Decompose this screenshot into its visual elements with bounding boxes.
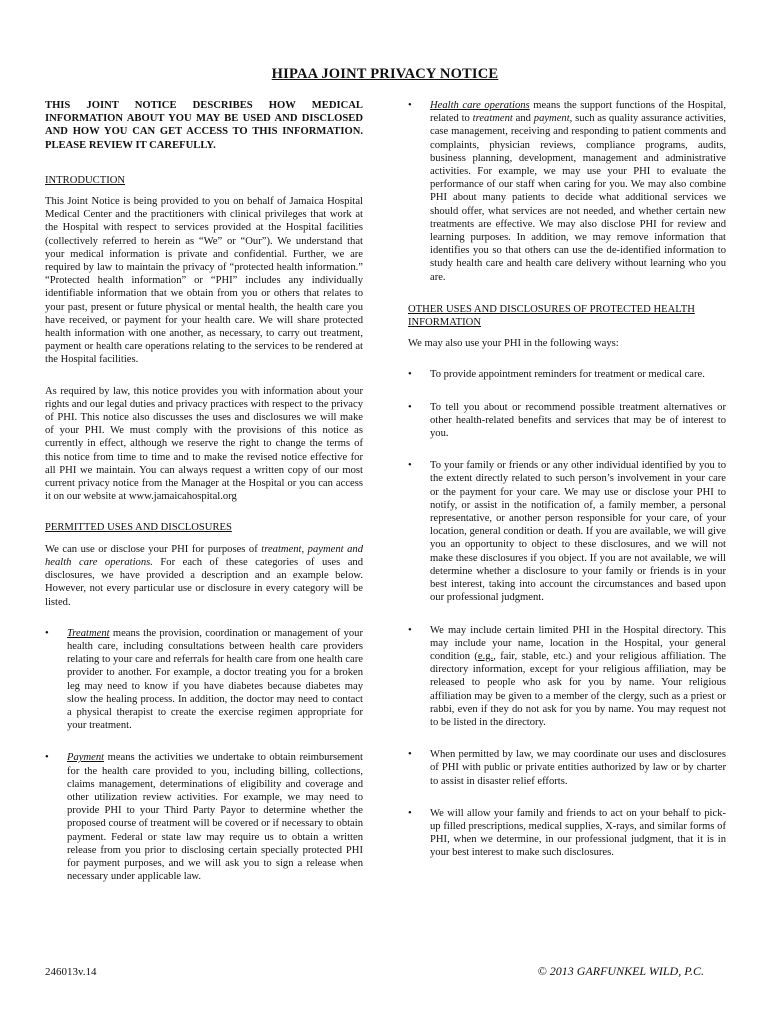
payment-term: Payment — [67, 752, 105, 764]
disaster-relief-text: When permitted by law, we may coordinate our uses and disclosures of PHI with public or private entities authorized by law or by charter to assist in disaster relief efforts. — [430, 749, 726, 787]
permitted-uses-heading: PERMITTED USES AND DISCLOSURES — [45, 522, 232, 534]
bullet-dot: • — [408, 624, 412, 636]
appointment-reminders-text: To provide appointment reminders for treatment or medical care. — [430, 369, 705, 381]
permitted-text-italic: treatment, payment and health care operations. — [45, 543, 363, 568]
bullet-appointment-reminders — [408, 368, 726, 381]
other-uses-intro: We may also use your PHI in the following ways: — [408, 338, 619, 350]
directory-eg: e.g. — [477, 650, 494, 662]
directory-text-b: , fair, stable, etc.) and your religious affiliation. The directory information, except for your religious affiliation, may be released to people who ask for you by name. Your religious affiliation may be given to a member of the clergy, such as a priest or rabbi, even if they do not ask for you by name. You may request not to be listed in the directory. — [430, 650, 726, 728]
bullet-dot: • — [45, 752, 49, 764]
operations-term: Health care operations — [430, 100, 530, 111]
bullet-dot: • — [408, 807, 412, 819]
bullet-dot: • — [408, 749, 412, 761]
treatment-text: means the provision, coordination or management of your health care, including consultations between health care providers relating to your care and referrals for health care from one health care provider to another. For example, a doctor treating you for a broken leg may need to know if you have diabetes because diabetes may slow the healing process. In addition, the doctor may need to contact a physical therapist to create the exercise regimen appropriate for your treatment. — [67, 627, 363, 732]
treatment-term: Treatment — [67, 627, 110, 639]
left-column — [45, 99, 363, 902]
permitted-text-end: For each of these categories of uses and disclosures, we have provided a description and an example below. However, not every particular use or disclosure in every category will be listed. — [45, 556, 363, 608]
other-uses-heading: OTHER USES AND DISCLOSURES OF PROTECTED HEALTH INFORMATION — [408, 303, 695, 329]
bullet-family-friends — [408, 459, 726, 604]
treatment-alternatives-text: To tell you about or recommend possible treatment alternatives or other health-related benefits and services that may be of interest to you. — [430, 401, 726, 440]
operations-text-a: means the support functions of the Hospital, related to — [430, 100, 726, 125]
introduction-paragraph-2: As required by law, this notice provides you with information about your rights and our legal duties and privacy practices with respect to the privacy of PHI. This notice also discusses the uses and disclosures we will make of your PHI. We must comply with the provisions of this notice as currently in effect, although we reserve the right to change the terms of this notice from time to time and to make the revised notice effective for all PHI we maintain. You can always request a written copy of our most current privacy notice from the Manager at the Hospital or you can access it on our website at www.jamaicahospital.org — [45, 385, 363, 503]
permitted-text-start: We can use or disclose your PHI for purposes of — [45, 543, 262, 555]
bullet-prescription-pickup — [408, 807, 726, 860]
operations-italic-treatment: treatment — [472, 113, 513, 125]
document-code: 246013v.14 — [45, 966, 97, 978]
bullet-dot: • — [45, 627, 49, 639]
permitted-uses-paragraph — [45, 543, 363, 609]
directory-text-a: We may include certain limited PHI in the Hospital directory. This may include your name, location in the Hospital, your general condition ( — [430, 624, 726, 662]
operations-text-b: and — [512, 113, 534, 125]
bullet-hospital-directory — [408, 624, 726, 730]
bullet-health-care-operations — [408, 99, 726, 284]
family-friends-text: To your family or friends or any other individual identified by you to the extent directly related to such person’s involvement in your care or the payment for your care. We may use or disclose your PHI to notify, or assist in the notification of, a family member, a personal representative, or another person responsible for your care, of your location, general condition or death. If you are available, we will give you an opportunity to object to these disclosures, and we will not make these disclosures if you object. If you are not available, we will determine whether a disclosure to your family or friends is in your best interest, taking into account the circumstances and based upon our professional judgment. — [430, 460, 726, 604]
right-column — [408, 99, 726, 879]
bullet-disaster-relief — [408, 748, 726, 788]
bullet-dot: • — [408, 460, 412, 472]
payment-text: means the activities we undertake to obtain reimbursement for the health care provided to you, including billing, collections, claims management, determinations of eligibility and coverage and other utilization review activities. For example, we may need to provide PHI to your Third Party Payor to determine whether the proposed course of treatment will be covered or if necessary to obtain payment. Federal or state law may require us to obtain a written release from you prior to disclosing certain specially protected PHI for payment purposes, and we will ask you to sign a release when necessary under applicable law. — [67, 752, 363, 883]
operations-italic-payment: payment — [533, 113, 570, 125]
bullet-dot: • — [408, 100, 412, 111]
bullet-dot: • — [408, 401, 412, 413]
prescription-pickup-text: We will allow your family and friends to act on your behalf to pick-up filled prescriptions, medical supplies, X-rays, and similar forms of PHI, when we determine, in our professional judgment, that it is in your best interest to make such disclosures. — [430, 807, 726, 859]
bullet-treatment-alternatives — [408, 401, 726, 441]
introduction-heading: INTRODUCTION — [45, 174, 126, 186]
bullet-treatment — [45, 627, 363, 733]
copyright-notice: © 2013 GARFUNKEL WILD, P.C. — [537, 964, 704, 978]
operations-text-c: , such as quality assurance activities, case management, receiving and responding to patient comments and complaints, physician reviews, compliance programs, audits, business planning, development, management and administrative activities. For example, we may use your PHI to evaluate the performance of our staff when caring for you. We may also combine PHI about many patients to decide what additional services we should offer, what services are not needed, and whether certain new treatments are effective. We may also disclose PHI for review and learning purposes. In addition, we may remove information that identifies you so that others can use the de-identified information to study health care and health care delivery without learning who you are. — [430, 113, 727, 283]
page-title: HIPAA JOINT PRIVACY NOTICE — [271, 66, 499, 82]
introduction-paragraph-1: This Joint Notice is being provided to you on behalf of Jamaica Hospital Medical Center and the practitioners with clinical privileges that work at the Hospital with respect to services provided at the Hospital facilities (collectively referred to herein as “We” or “Our”). We understand that your medical information is private and confidential. Further, we are required by law to maintain the privacy of “protected health information.” “Protected health information” or “PHI” includes any individually identifiable information that we obtain from you or others that relates to your past, present or future physical or mental health, the health care you have received, or payment for your health care. We will share protected health information with one another, as necessary, to carry out treatment, payment or health care operations relating to the services to be rendered at the Hospital facilities. — [45, 196, 363, 366]
bullet-payment — [45, 751, 363, 883]
notice-lead: THIS JOINT NOTICE DESCRIBES HOW MEDICAL INFORMATION ABOUT YOU MAY BE USED AND DISCLOSED AND HOW YOU CAN GET ACCESS TO THIS INFORMATION. PLEASE REVIEW IT CAREFULLY. — [45, 100, 363, 151]
bullet-dot: • — [408, 369, 412, 381]
